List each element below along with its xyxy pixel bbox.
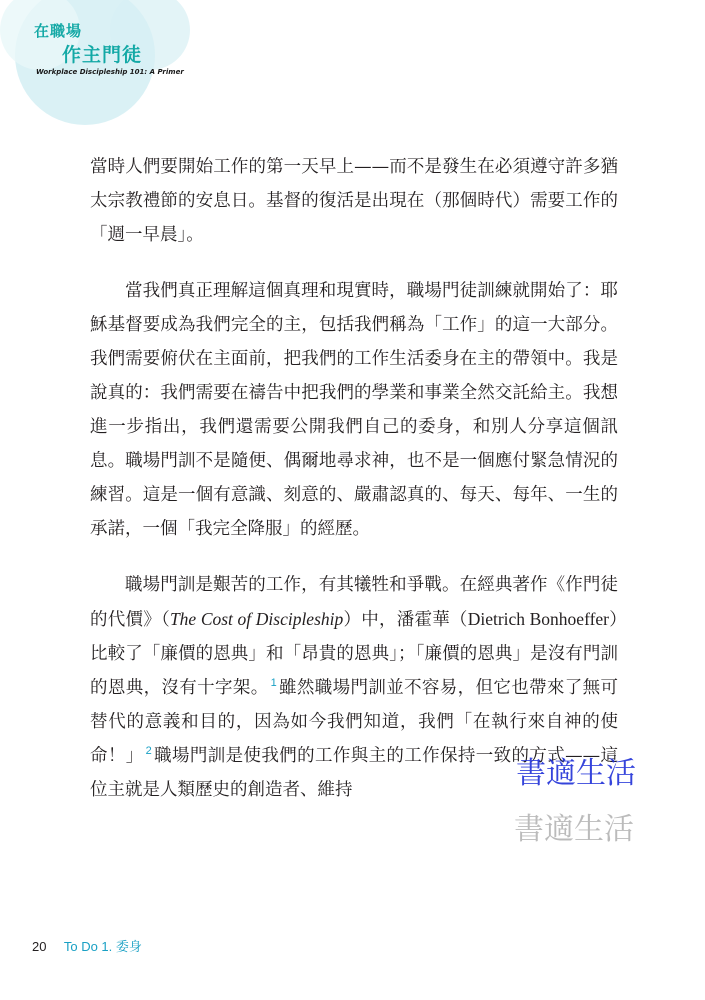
watermark-blue: 書適生活 xyxy=(516,756,636,791)
footnote-ref-2[interactable]: 2 xyxy=(145,745,152,758)
page-footer xyxy=(32,936,142,955)
paragraph-3-part-5: 職場門訓是使我們的工作與主的工作保持一致的方式——這位主就是人類歷史的創造者、維持 xyxy=(90,746,619,800)
footnote-ref-1[interactable]: 1 xyxy=(270,677,277,690)
body-text xyxy=(90,150,618,829)
paragraph-3-part-4: 雖然職場門訓並不容易，但它也帶來了無可替代的意義和目的，因為如今我們知道，我們「在執行來自神的使命！」 xyxy=(90,678,618,766)
book-title-english: The Cost of Discipleship xyxy=(169,609,344,629)
page-number: 20 xyxy=(32,939,47,954)
author-name-english: Dietrich Bonhoeffer xyxy=(467,609,610,629)
chapter-label: To Do 1. 委身 xyxy=(63,939,142,954)
paragraph-3-part-2: ）中，潘霍華（ xyxy=(343,610,468,630)
paragraph-1: 當時人們要開始工作的第一天早上——而不是發生在必須遵守許多猶太宗教禮節的安息日。基督的復活是出現在（那個時代）需要工作的「週一早晨」。 xyxy=(90,157,618,245)
watermark-gray: 書適生活 xyxy=(514,812,634,847)
paragraph-3-part-1: 職場門訓是艱苦的工作，有其犧牲和爭戰。在經典著作《作門徒的代價》（ xyxy=(90,575,618,630)
logo-line-2: 作主門徒 xyxy=(62,44,143,66)
paragraph-3-part-3: ）比較了「廉價的恩典」和「昂貴的恩典」；「廉價的恩典」是沒有門訓的恩典，沒有十字架。 xyxy=(90,610,619,698)
logo-line-1: 在職場 xyxy=(34,22,83,40)
paragraph-2: 當我們真正理解這個真理和現實時，職場門徒訓練就開始了：耶穌基督要成為我們完全的主，包括我們稱為「工作」的這一大部分。我們需要俯伏在主面前，把我們的工作生活委身在主的帶領中。我是說真的：我們需要在禱告中把我們的學業和事業全然交託給主。我想進一步指出，我們還需要公開我們自己的委身，和別人分享這個訊息。職場門訓不是隨便、偶爾地尋求神，也不是一個應付緊急情況的練習。這是一個有意識、刻意的、嚴肅認真的、每天、每年、一生的承諾，一個「我完全降服」的經歷。 xyxy=(90,281,618,539)
logo-subtitle: Workplace Discipleship 101: A Primer xyxy=(36,68,184,76)
